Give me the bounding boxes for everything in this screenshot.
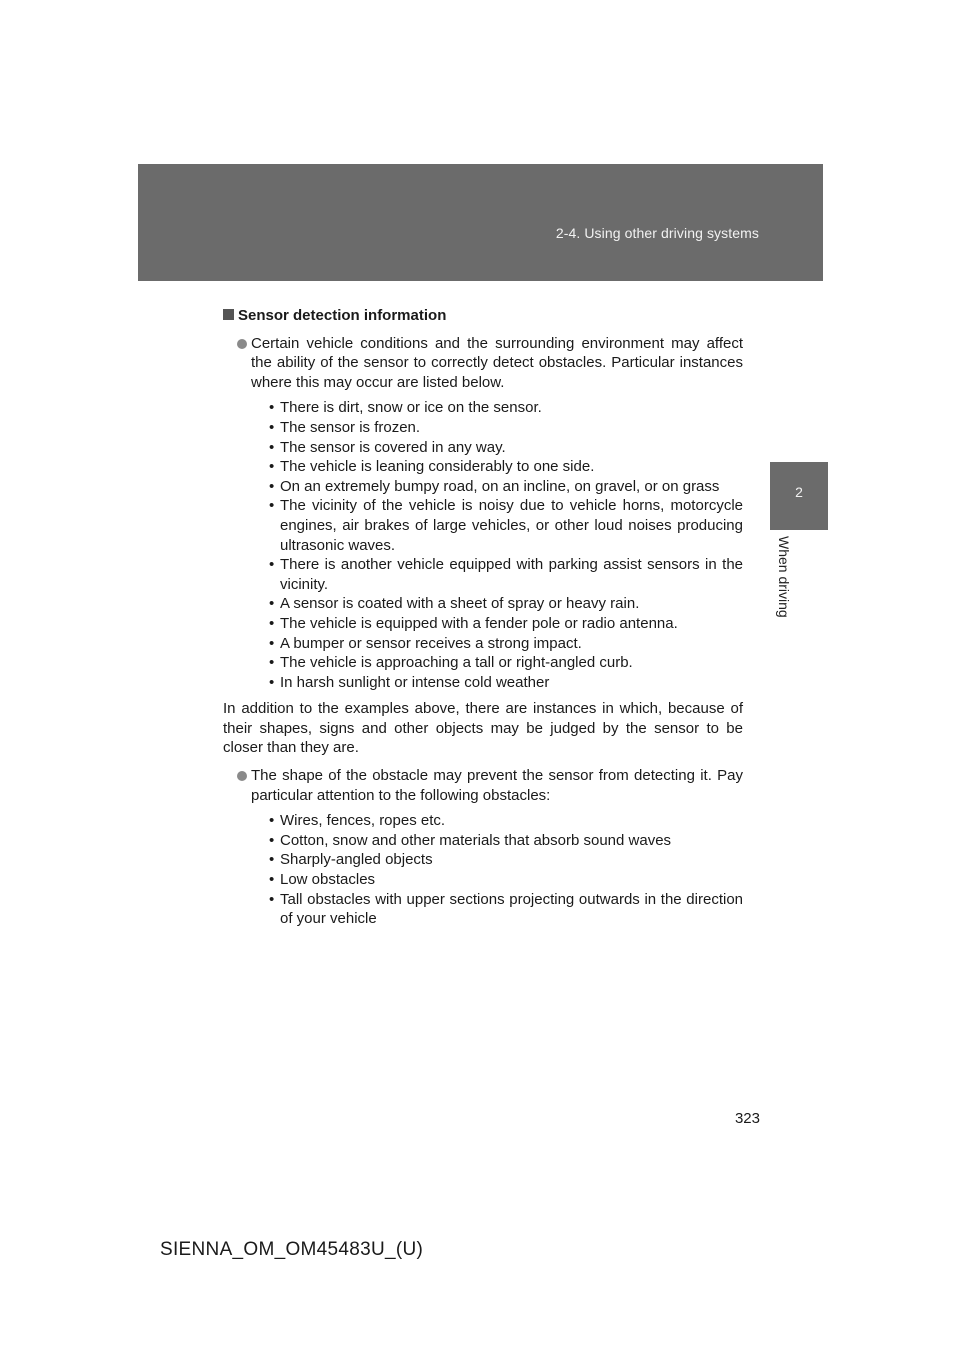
list-item — [251, 398, 743, 418]
bullet-dot-icon: • — [269, 871, 275, 889]
list-item-text: The sensor is frozen. — [280, 418, 421, 436]
list-item — [251, 890, 743, 929]
list-item-text: On an extremely bumpy road, on an incline, on gravel, or on grass — [280, 477, 720, 495]
list-item-text: A sensor is coated with a sheet of spray or heavy rain. — [280, 595, 640, 613]
list-item-text: Cotton, snow and other materials that absorb sound waves — [280, 831, 672, 849]
list-item-text: Low obstacles — [280, 871, 376, 889]
bullet-dot-icon: • — [269, 614, 275, 632]
list-item-text: Wires, fences, ropes etc. — [280, 812, 446, 830]
bullet-list-1 — [251, 398, 743, 692]
list-item — [251, 634, 743, 654]
bullet-dot-icon: • — [269, 890, 275, 908]
list-item — [251, 555, 743, 594]
circle-item-text: The shape of the obstacle may prevent the sensor from detecting it. Pay particular attention to the following obstacles: — [251, 767, 743, 804]
circle-item-1 — [237, 334, 743, 693]
list-item — [251, 438, 743, 458]
circle-item-2 — [237, 766, 743, 929]
list-item — [251, 870, 743, 890]
list-item-text: In harsh sunlight or intense cold weather — [280, 673, 550, 691]
list-item — [251, 850, 743, 870]
bullet-dot-icon: • — [269, 497, 275, 515]
chapter-number: 2 — [795, 484, 803, 500]
list-item-text: The vehicle is equipped with a fender pole or radio antenna. — [280, 614, 678, 632]
bullet-dot-icon: • — [269, 399, 275, 417]
page-content — [223, 306, 743, 936]
bullet-dot-icon: • — [269, 556, 275, 574]
section-heading-text: Sensor detection information — [238, 307, 447, 324]
bullet-dot-icon: • — [269, 831, 275, 849]
list-item — [251, 496, 743, 555]
list-item — [251, 594, 743, 614]
list-item-text: The vehicle is leaning considerably to one side. — [280, 458, 595, 476]
header-band — [138, 164, 823, 281]
section-title: 2-4. Using other driving systems — [555, 225, 759, 241]
list-item-text: A bumper or sensor receives a strong impact. — [280, 634, 582, 652]
bullet-dot-icon: • — [269, 438, 275, 456]
list-item-text: The vicinity of the vehicle is noisy due to vehicle horns, motorcycle engines, air brakes of large vehicles, or other loud noises producing ultrasonic waves. — [280, 497, 743, 554]
body-paragraph: In addition to the examples above, there are instances in which, because of their shapes, signs and other objects may be judged by the sensor to be closer than they are. — [223, 700, 743, 757]
list-item-text: The sensor is covered in any way. — [280, 438, 506, 456]
list-item — [251, 477, 743, 497]
circle-bullet-icon — [237, 339, 247, 349]
list-item — [251, 831, 743, 851]
bullet-dot-icon: • — [269, 418, 275, 436]
chapter-tab — [770, 462, 828, 530]
list-item — [251, 457, 743, 477]
list-item-text: Tall obstacles with upper sections projecting outwards in the direction of your vehicle — [280, 890, 743, 928]
bullet-dot-icon: • — [269, 654, 275, 672]
list-item-text: Sharply-angled objects — [280, 851, 433, 869]
page-number: 323 — [734, 1110, 760, 1127]
list-item — [251, 673, 743, 693]
bullet-dot-icon: • — [269, 812, 275, 830]
section-heading — [223, 306, 743, 326]
list-item-text: There is dirt, snow or ice on the sensor. — [280, 399, 542, 417]
circle-item-text: Certain vehicle conditions and the surrounding environment may affect the ability of the sensor to correctly detect obstacles. Particular instances where this may occur are listed below. — [251, 334, 743, 391]
list-item-text: There is another vehicle equipped with parking assist sensors in the vicinity. — [280, 556, 743, 593]
bullet-dot-icon: • — [269, 595, 275, 613]
list-item — [251, 614, 743, 634]
chapter-label: When driving — [776, 536, 792, 618]
list-item — [251, 418, 743, 438]
bullet-list-2 — [251, 811, 743, 929]
bullet-dot-icon: • — [269, 851, 275, 869]
list-item-text: The vehicle is approaching a tall or right-angled curb. — [280, 654, 633, 672]
list-item — [251, 653, 743, 673]
bullet-dot-icon: • — [269, 458, 275, 476]
square-bullet-icon — [223, 309, 234, 320]
bullet-dot-icon: • — [269, 673, 275, 691]
list-item — [251, 811, 743, 831]
circle-bullet-icon — [237, 771, 247, 781]
document-code: SIENNA_OM_OM45483U_(U) — [160, 1239, 424, 1260]
bullet-dot-icon: • — [269, 477, 275, 495]
bullet-dot-icon: • — [269, 634, 275, 652]
